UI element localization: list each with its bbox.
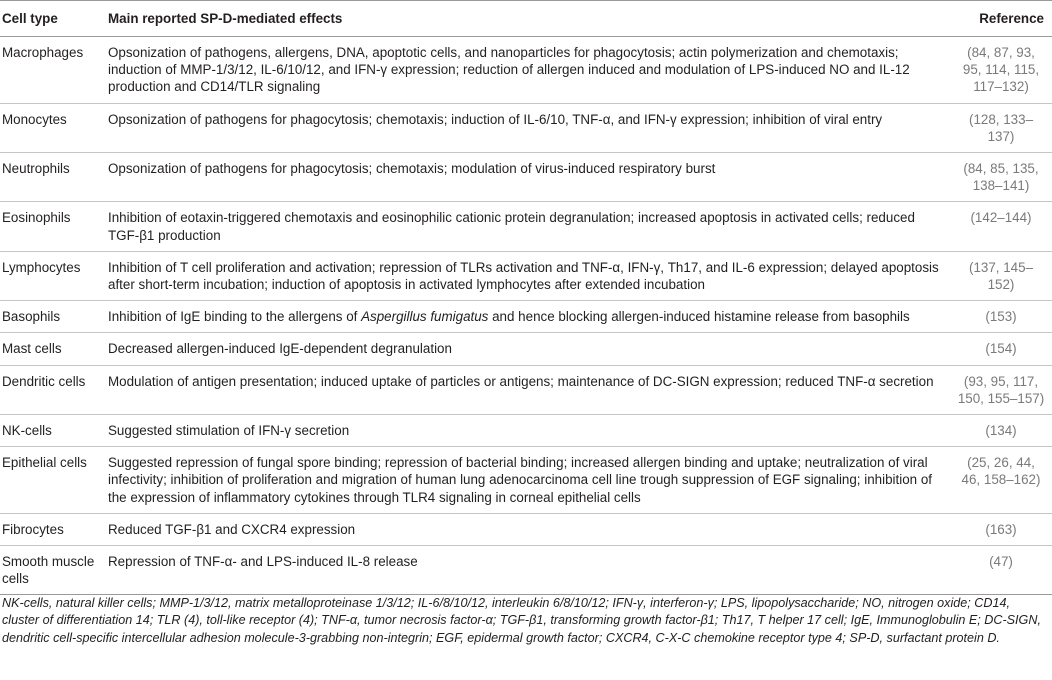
cell-type: Smooth muscle cells [0,546,102,595]
reference: (47) [950,546,1052,595]
reference: (128, 133–137) [950,103,1052,152]
table-row [0,153,1052,202]
effects: Opsonization of pathogens for phagocytosis; chemotaxis; modulation of virus-induced respiratory burst [102,153,950,202]
reference: (142–144) [950,202,1052,251]
effects-text: Inhibition of IgE binding to the allergens of [108,309,362,325]
cell-type: Basophils [0,301,102,333]
table-footnote: NK-cells, natural killer cells; MMP-1/3/12, matrix metalloproteinase 1/3/12; IL-6/8/10/12, interleukin 6/8/10/12; IFN-γ, interferon-γ; LPS, lipopolysaccharide; NO, nitrogen oxide; CD14, cluster of differentiation 14; TLR (4), toll-like receptor (4); TNF-α, tumor necrosis factor-α; TGF-β1, transforming growth factor-β1; Th17, T helper 17 cell; IgE, Immunoglobulin E; DC-SIGN, dendritic cell-specific intercellular adhesion molecule-3-grabbing non-integrin; EGF, epidermal growth factor; CXCR4, C-X-C chemokine receptor type 4; SP-D, surfactant protein D. [2,596,1041,645]
effects: Repression of TNF-α- and LPS-induced IL-8 release [102,546,950,595]
reference: (25, 26, 44, 46, 158–162) [950,447,1052,514]
cell-type: NK-cells [0,415,102,447]
reference: (153) [950,301,1052,333]
cell-type: Epithelial cells [0,447,102,514]
reference: (84, 87, 93, 95, 114, 115, 117–132) [950,37,1052,104]
table-row [0,333,1052,365]
reference: (84, 85, 135, 138–141) [950,153,1052,202]
effects: Reduced TGF-β1 and CXCR4 expression [102,513,950,545]
table-row [0,513,1052,545]
species-name: Aspergillus fumigatus [361,309,489,325]
cell-type: Fibrocytes [0,513,102,545]
cell-type: Macrophages [0,37,102,104]
header-reference: Reference [950,1,1052,37]
reference: (154) [950,333,1052,365]
effects: Opsonization of pathogens, allergens, DNA, apoptotic cells, and nanoparticles for phagocytosis; actin polymerization and chemotaxis; induction of MMP-1/3/12, IL-6/10/12, and IFN-γ expression; reduction of allergen induced and modulation of LPS-induced NO and IL-12 production and CD14/TLR signaling [102,37,950,104]
table-row [0,365,1052,414]
table-row [0,447,1052,514]
header-cell-type: Cell type [0,1,102,37]
effects: Suggested stimulation of IFN-γ secretion [102,415,950,447]
reference: (93, 95, 117, 150, 155–157) [950,365,1052,414]
effects: Opsonization of pathogens for phagocytosis; chemotaxis; induction of IL-6/10, TNF-α, and IFN-γ expression; inhibition of viral entry [102,103,950,152]
cell-type: Mast cells [0,333,102,365]
effects: Inhibition of eotaxin-triggered chemotaxis and eosinophilic cationic protein degranulation; increased apoptosis in activated cells; reduced TGF-β1 production [102,202,950,251]
effects: Inhibition of T cell proliferation and activation; repression of TLRs activation and TNF-α, IFN-γ, Th17, and IL-6 expression; delayed apoptosis after short-term incubation; induction of apoptosis in activated lymphocytes after extended incubation [102,251,950,300]
effects: Suggested repression of fungal spore binding; repression of bacterial binding; increased allergen binding and uptake; neutralization of viral infectivity; inhibition of proliferation and migration of human lung adenocarcinoma cell line trough suppression of EGF signaling; inhibition of the expression of inflammatory cytokines through TLR4 signaling in corneal epithelial cells [102,447,950,514]
effects [102,301,950,333]
table-row [0,415,1052,447]
reference: (137, 145–152) [950,251,1052,300]
table-row [0,546,1052,595]
table-row [0,202,1052,251]
cell-type: Eosinophils [0,202,102,251]
table-header-row [0,1,1052,37]
effects-text: and hence blocking allergen-induced histamine release from basophils [488,309,910,325]
cell-type: Neutrophils [0,153,102,202]
cell-type: Lymphocytes [0,251,102,300]
table-row [0,37,1052,104]
effects: Modulation of antigen presentation; induced uptake of particles or antigens; maintenance of DC-SIGN expression; reduced TNF-α secretion [102,365,950,414]
effects: Decreased allergen-induced IgE-dependent degranulation [102,333,950,365]
reference: (134) [950,415,1052,447]
table-row [0,103,1052,152]
cell-type: Monocytes [0,103,102,152]
table-row [0,301,1052,333]
header-effects: Main reported SP-D-mediated effects [102,1,950,37]
cell-type: Dendritic cells [0,365,102,414]
table-row [0,251,1052,300]
reference: (163) [950,513,1052,545]
